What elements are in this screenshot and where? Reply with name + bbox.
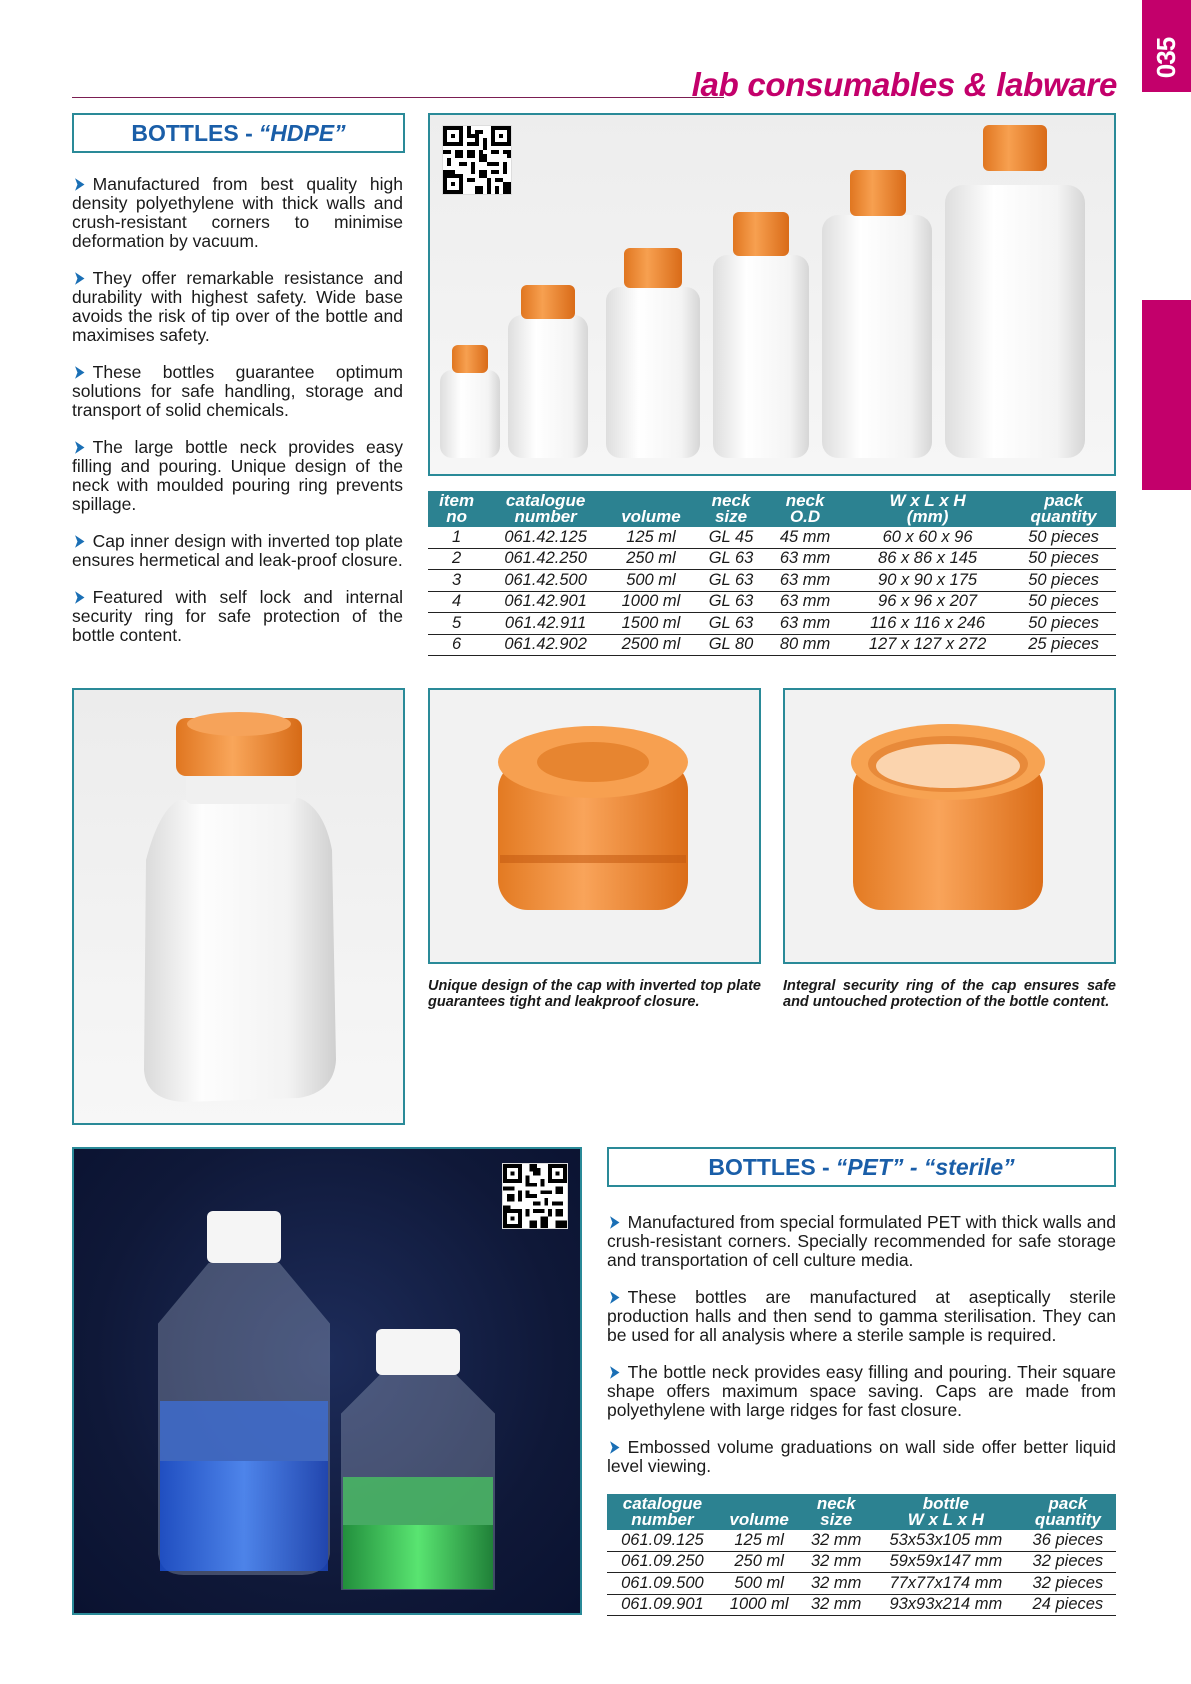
section-side-tab xyxy=(1142,300,1191,490)
pet-paragraph: ➤ Embossed volume graduations on wall side offer better liquid level viewing. xyxy=(607,1437,1116,1476)
table-row: 1 061.42.125 125 ml GL 45 45 mm 60 x 60 x 96 50 pieces xyxy=(428,527,1116,548)
arrow-icon: ➤ xyxy=(74,531,85,551)
hdpe-paragraph: ➤ The large bottle neck provides easy filling and pouring. Unique design of the neck with moulded pouring ring prevents spillage. xyxy=(72,437,403,514)
pet-paragraph: ➤ The bottle neck provides easy filling and pouring. Their square shape offers maximum space saving. Caps are made from polyethylene with large ridges for fast closure. xyxy=(607,1362,1116,1420)
arrow-icon: ➤ xyxy=(74,587,85,607)
bottle-500ml xyxy=(606,248,700,458)
qr-code-icon[interactable] xyxy=(442,125,512,195)
table-header-row xyxy=(428,491,1116,527)
pet-title-sub: “PET” - “sterile” xyxy=(835,1153,1015,1180)
pet-paragraph: ➤ These bottles are manufactured at aseptically sterile production halls and then send to gamma sterilisation. They can be used for all analysis where a sterile sample is required. xyxy=(607,1287,1116,1345)
col-pack-quantity: pack quantity xyxy=(1020,1494,1116,1530)
pet-description xyxy=(607,1213,1116,1494)
col-neck-size: neck size xyxy=(800,1494,871,1530)
arrow-icon: ➤ xyxy=(609,1437,620,1457)
col-dimensions: W x L x H (mm) xyxy=(844,491,1011,527)
table-row: 5 061.42.911 1500 ml GL 63 63 mm 116 x 116 x 246 50 pieces xyxy=(428,613,1116,635)
table-row: 6 061.42.902 2500 ml GL 80 80 mm 127 x 127 x 272 25 pieces xyxy=(428,634,1116,656)
hdpe-description xyxy=(72,175,403,663)
col-bottle-dimensions: bottle W x L x H xyxy=(872,1494,1020,1530)
table-header-row xyxy=(607,1494,1116,1530)
table-row: 061.09.901 1000 ml 32 mm 93x93x214 mm 24 pieces xyxy=(607,1594,1116,1616)
cap-ring-illustration xyxy=(785,690,1114,962)
col-catalogue-number: catalogue number xyxy=(485,491,606,527)
hdpe-paragraph: ➤ Featured with self lock and internal security ring for safe protection of the bottle content. xyxy=(72,587,403,645)
arrow-icon: ➤ xyxy=(609,1287,620,1307)
pet-spec-table xyxy=(607,1494,1116,1616)
col-item-no: item no xyxy=(428,491,485,527)
hdpe-section-title xyxy=(72,113,405,153)
hdpe-paragraph: ➤ Manufactured from best quality high density polyethylene with thick walls and crush-resistant corners to minimise deformation by vacuum. xyxy=(72,174,403,251)
page-number: 035 xyxy=(1150,37,1181,79)
hdpe-title-sub: “HDPE” xyxy=(258,119,346,146)
bottle-lineup-illustration xyxy=(430,115,1114,474)
hdpe-single-bottle-image xyxy=(72,688,405,1125)
table-row: 061.09.500 500 ml 32 mm 77x77x174 mm 32 pieces xyxy=(607,1573,1116,1595)
bottle-125ml xyxy=(440,345,500,458)
arrow-icon: ➤ xyxy=(609,1362,620,1382)
pet-paragraph: ➤ Manufactured from special formulated PET with thick walls and crush-resistant corners. Specially recommended for safe storage and transportation of cell culture media. xyxy=(607,1212,1116,1270)
col-neck-size: neck size xyxy=(696,491,766,527)
hdpe-paragraph: ➤ These bottles guarantee optimum solutions for safe handling, storage and transport of solid chemicals. xyxy=(72,362,403,420)
col-catalogue-number: catalogue number xyxy=(607,1494,718,1530)
col-volume: volume xyxy=(718,1494,801,1530)
table-row: 2 061.42.250 250 ml GL 63 63 mm 86 x 86 x 145 50 pieces xyxy=(428,548,1116,570)
arrow-icon: ➤ xyxy=(74,437,85,457)
page-title: lab consumables & labware xyxy=(691,66,1117,103)
arrow-icon: ➤ xyxy=(74,362,85,382)
table-row: 061.09.250 250 ml 32 mm 59x59x147 mm 32 pieces xyxy=(607,1551,1116,1573)
cap-ring-image xyxy=(783,688,1116,964)
pet-section-title xyxy=(607,1147,1116,1187)
table-row: 061.09.125 125 ml 32 mm 53x53x105 mm 36 pieces xyxy=(607,1530,1116,1551)
cap-top-caption: Unique design of the cap with inverted top plate guarantees tight and leakproof closure. xyxy=(428,978,761,1010)
cap-top-illustration xyxy=(430,690,759,962)
pet-bottles-image xyxy=(72,1147,582,1615)
arrow-icon: ➤ xyxy=(609,1212,620,1232)
hdpe-paragraph: ➤ They offer remarkable resistance and durability with highest safety. Wide base avoids the risk of tip over of the bottle and maximises safety. xyxy=(72,268,403,345)
qr-code-icon[interactable] xyxy=(502,1163,568,1229)
table-row: 3 061.42.500 500 ml GL 63 63 mm 90 x 90 x 175 50 pieces xyxy=(428,570,1116,592)
bottle-250ml xyxy=(508,285,588,458)
cap-top-image xyxy=(428,688,761,964)
bottle-1500ml xyxy=(822,170,932,458)
arrow-icon: ➤ xyxy=(74,268,85,288)
bottle-1000ml xyxy=(713,212,809,458)
arrow-icon: ➤ xyxy=(74,174,85,194)
hdpe-paragraph: ➤ Cap inner design with inverted top plate ensures hermetical and leak-proof closure. xyxy=(72,531,403,570)
cap-ring-caption: Integral security ring of the cap ensures safe and untouched protection of the bottle content. xyxy=(783,978,1116,1010)
header-rule xyxy=(72,97,724,98)
hdpe-title-main: BOTTLES - xyxy=(131,119,253,146)
col-neck-od: neck O.D xyxy=(766,491,844,527)
col-pack-quantity: pack quantity xyxy=(1011,491,1116,527)
bottle-2500ml xyxy=(945,125,1085,458)
pet-title-main: BOTTLES - xyxy=(708,1153,830,1180)
hdpe-bottle-lineup-image xyxy=(428,113,1116,476)
col-volume: volume xyxy=(606,491,696,527)
hdpe-spec-table xyxy=(428,491,1116,656)
table-row: 4 061.42.901 1000 ml GL 63 63 mm 96 x 96 x 207 50 pieces xyxy=(428,591,1116,613)
single-bottle-illustration xyxy=(74,690,403,1123)
